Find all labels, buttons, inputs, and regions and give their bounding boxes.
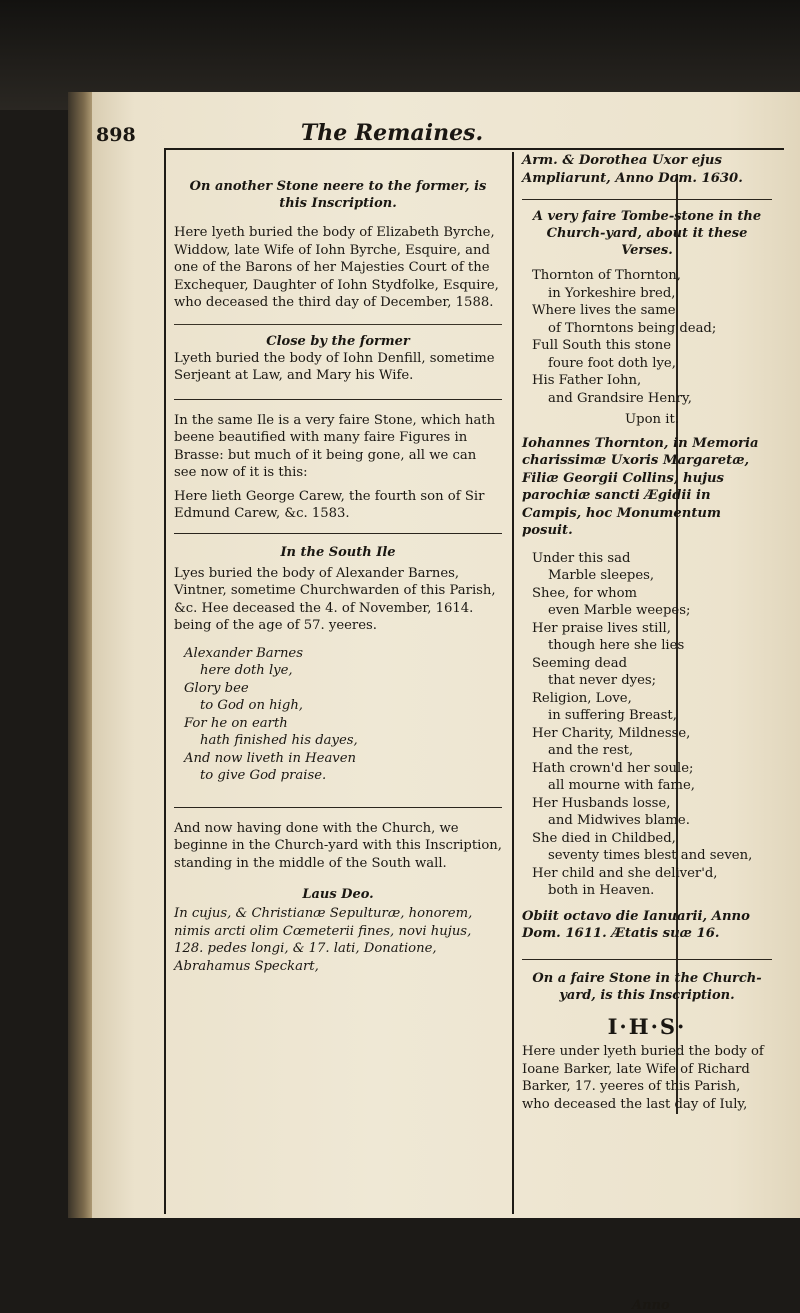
verse-line: Her Husbands losse, [532, 795, 671, 811]
verse-line: She died in Childbed, [532, 830, 676, 846]
paragraph: Lyeth buried the body of Iohn Denfill, sometime Serjeant at Law, and Mary his Wife. [174, 350, 495, 383]
epitaph-verse [532, 267, 772, 429]
separator [174, 399, 502, 400]
left-column [174, 178, 502, 975]
verse-line: And now liveth in Heaven [184, 750, 357, 766]
paragraph: Here lieth George Carew, the fourth son of Sir Edmund Carew, &c. 1583. [174, 488, 485, 521]
verse-line: Under this sad [532, 550, 631, 566]
verse-line: Seeming dead [532, 655, 628, 671]
verse-line: and Grandsire Henry, [548, 390, 692, 406]
separator [174, 533, 502, 534]
verse-line: seventy times blest and seven, [548, 848, 753, 863]
header-rule [164, 148, 784, 150]
verse-line: Upon it. [625, 412, 679, 427]
separator [522, 199, 772, 200]
separator [522, 959, 772, 960]
ihs-monogram: I·H·S· [607, 1013, 687, 1039]
book-page [92, 92, 800, 1313]
verse-line: even Marble weepes; [548, 603, 691, 618]
paragraph: And now having done with the Church, we beginne in the Church-yard with this Inscription, standing in the middle of the South wall. [174, 820, 502, 871]
verse-line: to God on high, [200, 698, 304, 713]
verse-line: both in Heaven. [548, 883, 655, 898]
verse-line: Her praise lives still, [532, 620, 671, 636]
column-divider [512, 152, 514, 1214]
catchword: Anno [632, 1298, 670, 1313]
verse-line: Glory bee [184, 680, 249, 696]
verse-line: and the rest, [548, 743, 634, 758]
verse-line: Hath crown'd her soule; [532, 760, 694, 776]
page-number: 898 [96, 124, 136, 146]
verse-line: hath finished his dayes, [200, 733, 358, 748]
epitaph-verse [184, 645, 502, 785]
paragraph: In the same Ile is a very faire Stone, which hath beene beautified with many faire Figures in Brasse: but much of it being gone, all we can see now of it is this: [174, 412, 496, 480]
verse-line: all mourne with fame, [548, 778, 695, 793]
verse-line: to give God praise. [200, 768, 327, 783]
verse-line: For he on earth [184, 715, 288, 731]
heading: On a faire Stone in the Church-yard, is this Inscription. [532, 970, 762, 1003]
verse-line: Where lives the same [532, 303, 676, 318]
right-column [522, 152, 772, 1113]
verse-line: Her child and she deliver'd, [532, 865, 718, 881]
heading: Close by the former [266, 333, 410, 349]
verse-line: His Father Iohn, [532, 373, 642, 388]
paragraph: In cujus, & Christianæ Sepulturæ, honorem, nimis arcti olim Cœmeterii fines, novi hujus, 128. pedes longi, & 17. lati, Donatione, Abrahamus Speckart, [174, 906, 473, 974]
verse-line: that never dyes; [548, 673, 657, 688]
verse-line: Alexander Barnes [184, 645, 304, 661]
latin-inscription: Iohannes Thornton, in Memoria charissimæ Uxoris Margaretæ, Filiæ Georgii Collins, hujus parochiæ sancti Ægidii in Campis, hoc Monumentum posuit. [522, 435, 759, 538]
verse-line: of Thorntons being dead; [548, 320, 717, 336]
verse-line: foure foot doth lye, [548, 355, 676, 371]
heading: In the South Ile [280, 544, 396, 560]
book-spine [68, 92, 94, 1218]
heading: A very faire Tombe-stone in the Church-yard, about it these Verses. [532, 209, 762, 258]
verse-line: Religion, Love, [532, 690, 632, 706]
verse-line: Shee, for whom [532, 585, 638, 601]
left-column-rule [164, 148, 166, 1214]
separator [174, 807, 502, 808]
verse-line: in suffering Breast, [548, 708, 677, 723]
paragraph: Lyes buried the body of Alexander Barnes, Vintner, sometime Churchwarden of this Parish, &c. Hee deceased the 4. of November, 1614. being of the age of 57. yeeres. [174, 565, 496, 633]
running-head: The Remaines. [300, 120, 484, 146]
verse-line: and Midwives blame. [548, 813, 690, 828]
latin-inscription: Obiit octavo die Ianuarii, Anno Dom. 1611. Ætatis suæ 16. [522, 908, 750, 941]
paragraph: Arm. & Dorothea Uxor ejus Ampliarunt, Anno Dom. 1630. [522, 153, 743, 186]
separator [174, 324, 502, 325]
verse-line: Marble sleepes, [548, 568, 655, 583]
verse-line: Thornton of Thornton, [532, 268, 681, 283]
verse-line: in Yorkeshire bred, [548, 285, 676, 301]
paragraph: Here lyeth buried the body of Elizabeth Byrche, Widdow, late Wife of Iohn Byrche, Esquire, and one of the Barons of her Majesties Court of the Exchequer, Daughter of Iohn Stydfolke, Esquire, who deceased the third day of December, 1588. [174, 225, 499, 310]
epitaph-verse [532, 550, 772, 900]
heading: Laus Deo. [302, 887, 374, 902]
verse-line: though here she lies [548, 638, 685, 653]
verse-line: here doth lye, [200, 663, 293, 678]
heading: On another Stone neere to the former, is this Inscription. [189, 179, 487, 211]
verse-line: Full South this stone [532, 338, 671, 353]
paragraph: Here under lyeth buried the body of Ioane Barker, late Wife of Richard Barker, 17. yeeres of this Parish, who deceased the last day of Iuly, [522, 1044, 764, 1112]
verse-line: Her Charity, Mildnesse, [532, 725, 691, 741]
